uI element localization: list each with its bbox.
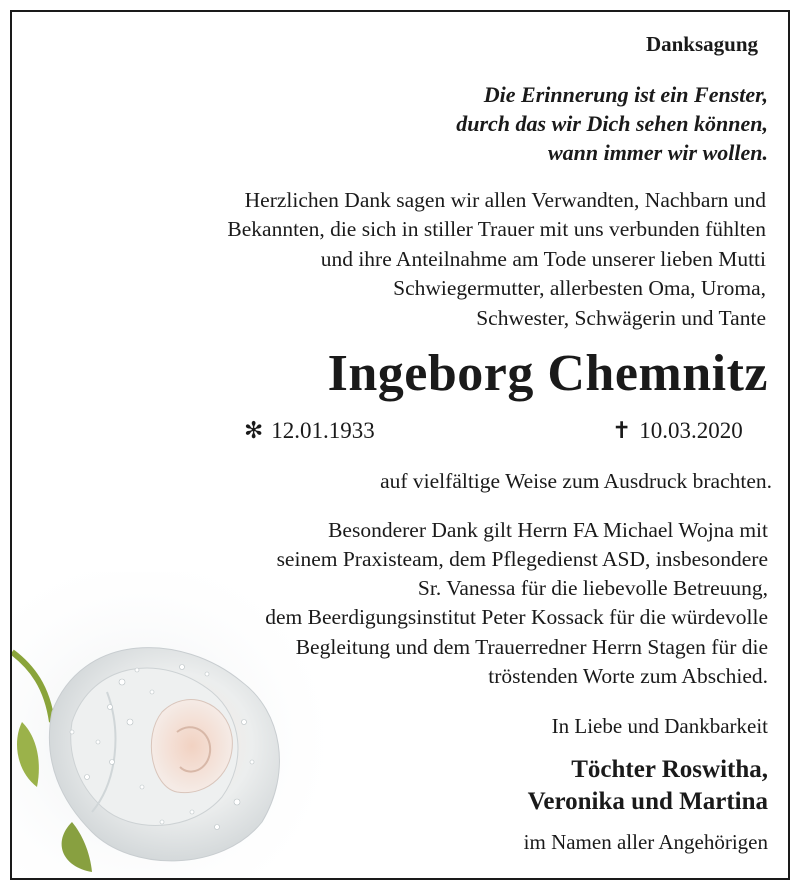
- intro-line: Schwiegermutter, allerbesten Oma, Uroma,: [393, 276, 766, 300]
- signatory-line: Töchter Roswitha,: [571, 756, 768, 783]
- thanks-line: Besonderer Dank gilt Herrn FA Michael Wojna mit: [328, 518, 768, 542]
- intro-line: und ihre Anteilnahme am Tode unserer lieben Mutti: [320, 247, 766, 271]
- thanks-line: tröstenden Worte zum Abschied.: [488, 664, 768, 688]
- birth-date: [244, 418, 375, 444]
- deceased-name: Ingeborg Chemnitz: [327, 345, 768, 402]
- birth-date-value: 12.01.1933: [271, 418, 375, 443]
- notice-heading: Danksagung: [645, 32, 758, 56]
- death-date-value: 10.03.2020: [639, 418, 743, 443]
- death-cross-icon: ✝: [612, 418, 632, 443]
- intro-line: Herzlichen Dank sagen wir allen Verwandten, Nachbarn und: [244, 188, 766, 212]
- thanks-line: seinem Praxisteam, dem Pflegedienst ASD, insbesondere: [276, 547, 768, 571]
- expression-line: auf vielfältige Weise zum Ausdruck brachten.: [380, 469, 772, 493]
- thanks-line: dem Beerdigungsinstitut Peter Kossack für die würdevolle: [265, 605, 768, 629]
- quote-line: Die Erinnerung ist ein Fenster,: [483, 82, 768, 107]
- closing-line: In Liebe und Dankbarkeit: [551, 714, 768, 738]
- intro-line: Schwester, Schwägerin und Tante: [476, 306, 766, 330]
- obituary-notice: [10, 10, 790, 880]
- thanks-line: Begleitung und dem Trauerredner Herrn Stagen für die: [295, 635, 768, 659]
- intro-line: Bekannten, die sich in stiller Trauer mit uns verbunden fühlten: [227, 217, 766, 241]
- on-behalf-line: im Namen aller Angehörigen: [523, 830, 768, 854]
- quote-line: wann immer wir wollen.: [547, 140, 768, 165]
- thanks-line: Sr. Vanessa für die liebevolle Betreuung,: [417, 576, 768, 600]
- birth-star-icon: ✻: [244, 418, 264, 443]
- signatory-line: Veronika und Martina: [527, 788, 768, 815]
- death-date: [612, 418, 743, 444]
- quote-line: durch das wir Dich sehen können,: [456, 111, 768, 136]
